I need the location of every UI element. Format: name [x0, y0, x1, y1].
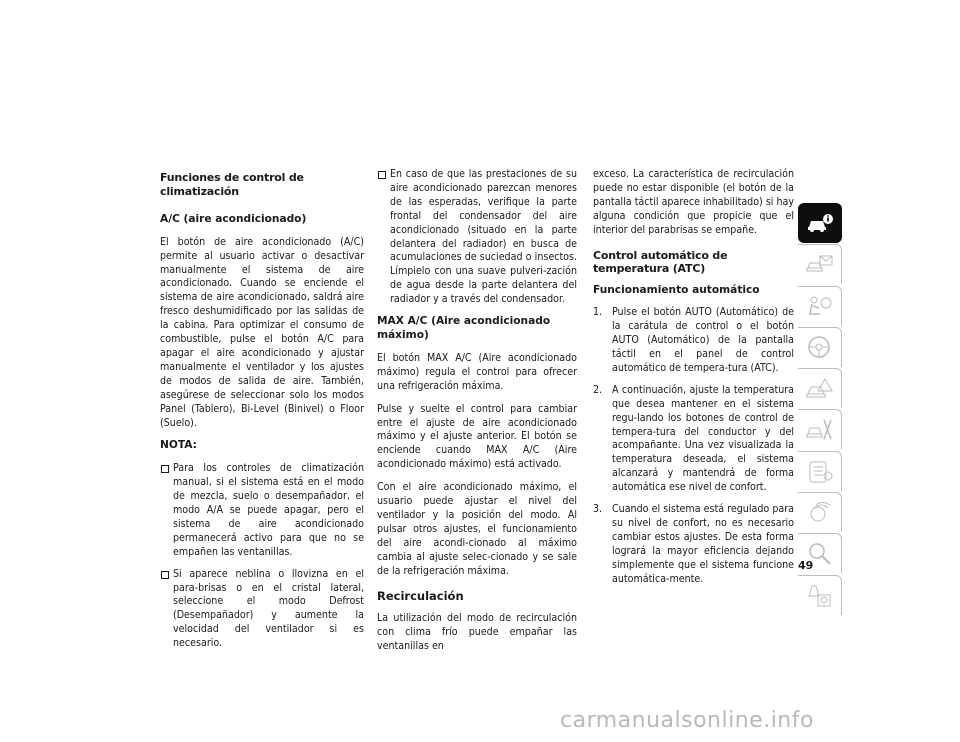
item-text: Pulse el botón AUTO (Automático) de la carátula de control o el botón AUTO (Automático) de la pantalla táctil en el panel de control automático de tempera-tura (ATC).: [612, 306, 794, 374]
subsection-heading: A/C (aire acondicionado): [160, 212, 307, 225]
service-tools-icon: [806, 417, 834, 443]
tab-safety[interactable]: [798, 286, 842, 326]
mail-icon: [806, 252, 834, 278]
page-number: 49: [798, 559, 814, 572]
seat-airbag-icon: [806, 294, 834, 320]
search-icon: [806, 541, 834, 567]
watermark: carmanualsonline.info: [560, 708, 814, 733]
paragraph: Pulse y suelte el control para cambiar entre el ajuste de aire acondicionado máximo y el ajuste anterior. El botón se enciende cuando MAX A/C (Aire acondicionado máximo) está activado.: [377, 402, 577, 471]
item-number: 2.: [593, 383, 603, 396]
column-middle: [377, 168, 577, 663]
tab-specifications[interactable]: [798, 451, 842, 491]
tab-starting[interactable]: [798, 327, 842, 367]
bullet-item: Si aparece neblina o llovizna en el para-brisas o en el cristal lateral, seleccione el modo Defrost (Desempañador) y aumente la velocidad del ventilador si es necesario.: [160, 568, 364, 651]
tab-service[interactable]: [798, 409, 842, 449]
tab-emergency[interactable]: [798, 368, 842, 408]
paragraph: Con el aire acondicionado máximo, el usuario puede ajustar el nivel del ventilador y la posición del modo. Al pulsar otros ajustes, el funcionamiento del aire acondi-cionado al máximo cambia al ajuste selec-cionado y se sale de la refrigeración máxima.: [377, 481, 577, 577]
subsection-heading: Funcionamiento automático: [593, 284, 760, 297]
item-number: 1.: [593, 306, 603, 319]
item-text: Cuando el sistema está regulado para su nivel de confort, no es necesario cambiar estos ajustes. De esta forma logrará la mayor eficiencia dejando simplemente que el sistema funcione automática-mente.: [612, 503, 794, 585]
numbered-item: [593, 384, 794, 495]
language-icon: [806, 583, 834, 609]
chapter-tabs: [798, 203, 842, 616]
tab-language[interactable]: [798, 575, 842, 615]
section-heading: Recirculación: [377, 589, 464, 604]
note-label: NOTA:: [160, 439, 197, 452]
section-heading: Control automático de temperatura (ATC): [593, 248, 728, 276]
paragraph: El botón de aire acondicionado (A/C) permite al usuario activar o desactivar manualmente el sistema de aire acondicionado. Cuando se enciende el sistema de aire acondicionado, saldrá aire fresco deshumidificado por las salidas de la cabina. Para optimizar el consumo de combustible, pulse el botón A/C para apagar el aire acondicionado y ajustar manualmente el ventilador y los ajustes de modos de salida de aire. También, asegúrese de seleccionar solo los modos Panel (Tablero), Bi-Level (Binivel) o Floor (Suelo).: [160, 235, 364, 429]
numbered-item: [593, 503, 794, 586]
bullet-item: Para los controles de climatización manual, si el sistema está en el modo de mezcla, suelo o desempañador, el modo A/A se puede apagar, pero el sistema de aire acondicionado permanecerá activo para que no se empañen las ventanillas.: [160, 462, 364, 559]
tab-multimedia[interactable]: [798, 492, 842, 532]
warning-car-icon: [806, 376, 834, 402]
multimedia-icon: [806, 500, 834, 526]
bullet-item: En caso de que las prestaciones de su aire acondicionado parezcan menores de las esperadas, verifique la parte frontal del condensador del aire acondicionado (situado en la parte delantera del radiador) en busca de acumulaciones de suciedad o insectos. Límpielo con una suave pulveri-zación de agua desde la parte delantera del radiador y a través del condensador.: [377, 168, 577, 307]
paragraph: El botón MAX A/C (Aire acondicionado máximo) regula el control para ofrecer una refrigeración máxima.: [377, 351, 577, 392]
paragraph: La utilización del modo de recirculación con clima frío puede empañar las ventanillas en: [377, 612, 577, 653]
subsection-heading: MAX A/C (Aire acondicionado máximo): [377, 315, 551, 341]
paragraph: exceso. La característica de recirculación puede no estar disponible (el botón de la pantalla táctil aparece inhabilitado) si hay alguna condición que propicie que el interior del parabrisas se empañe.: [593, 168, 794, 236]
item-text: A continuación, ajuste la temperatura que desea mantener en el sistema regu-lando los botones de control de tempera-tura del conductor y del acompañante. Una vez visualizada la temperatura deseada, el sistema alcanzará y mantendrá de forma automática ese nivel de confort.: [612, 383, 794, 494]
numbered-item: [593, 306, 794, 376]
section-heading: Funciones de control de climatización: [160, 171, 304, 198]
index-list-icon: [806, 459, 834, 485]
tab-messages[interactable]: [798, 244, 842, 284]
tab-search[interactable]: [798, 533, 842, 573]
tab-car-info[interactable]: [798, 203, 842, 243]
item-number: 3.: [593, 503, 603, 516]
steering-wheel-icon: [806, 335, 834, 361]
column-right: [593, 168, 794, 594]
column-left: [160, 168, 364, 659]
car-info-icon: [806, 211, 834, 235]
